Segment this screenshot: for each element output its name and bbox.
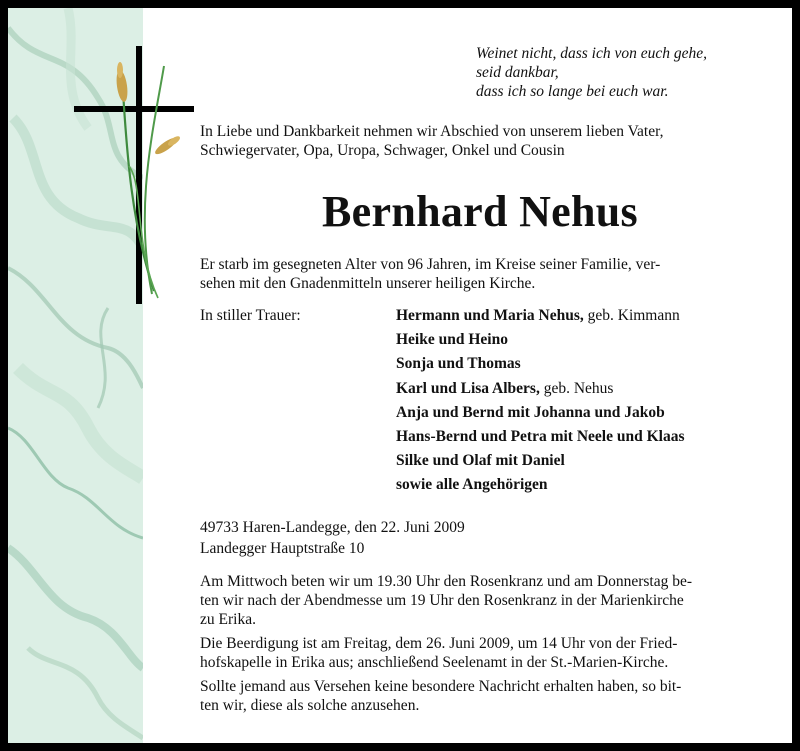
- mourner-entry: Anja und Bernd mit Johanna und Jakob: [396, 403, 665, 421]
- death-notice: [200, 255, 760, 293]
- wheat-icon: [115, 62, 182, 298]
- service-notes: [200, 572, 760, 720]
- death-notice-line: sehen mit den Gnadenmitteln unserer heiligen Kirche.: [200, 275, 536, 292]
- intro-line: In Liebe und Dankbarkeit nehmen wir Abschied von unserem lieben Vater,: [200, 123, 664, 140]
- poem-line: Weinet nicht, dass ich von euch gehe,: [476, 45, 708, 62]
- rosary-note: Am Mittwoch beten wir um 19.30 Uhr den Rosenkranz und am Donnerstag be- ten wir nach der Abendmesse um 19 Uhr den Rosenkranz in der Marienkirche zu Erika.: [200, 573, 693, 628]
- place-date: 49733 Haren-Landegge, den 22. Juni 2009: [200, 519, 465, 536]
- poem-line: dass ich so lange bei euch war.: [476, 83, 669, 100]
- mourning-label: In stiller Trauer:: [200, 307, 301, 324]
- mourner-entry: Karl und Lisa Albers, geb. Nehus: [396, 379, 614, 397]
- mourner-entry: sowie alle Angehörigen: [396, 476, 548, 494]
- mourner-entry: Hans-Bernd und Petra mit Neele und Klaas: [396, 427, 685, 445]
- mourner-entry: Sonja und Thomas: [396, 355, 521, 373]
- mourners-list: [396, 306, 684, 500]
- cross-icon: [74, 46, 194, 306]
- poem-line: seid dankbar,: [476, 64, 559, 81]
- intro-text: [200, 122, 760, 160]
- funeral-note: Die Beerdigung ist am Freitag, dem 26. Juni 2009, um 14 Uhr von der Fried- hofskapelle in Erika aus; anschließend Seelenamt in der St.-Marien-Kirche.: [200, 635, 678, 671]
- deceased-name: Bernhard Nehus: [322, 187, 638, 236]
- intro-line: Schwiegervater, Opa, Uropa, Schwager, Onkel und Cousin: [200, 142, 565, 159]
- mourner-entry: Silke und Olaf mit Daniel: [396, 452, 565, 470]
- mourner-entry: Heike und Heino: [396, 331, 508, 349]
- death-notice-line: Er starb im gesegneten Alter von 96 Jahren, im Kreise seiner Familie, ver-: [200, 256, 661, 273]
- notification-note: Sollte jemand aus Versehen keine besondere Nachricht erhalten haben, so bit- ten wir, diese als solche anzusehen.: [200, 678, 682, 714]
- address-block: [200, 517, 465, 559]
- mourner-entry: Hermann und Maria Nehus, geb. Kimmann: [396, 307, 680, 324]
- street-address: Landegger Hauptstraße 10: [200, 540, 365, 557]
- poem: [476, 44, 707, 101]
